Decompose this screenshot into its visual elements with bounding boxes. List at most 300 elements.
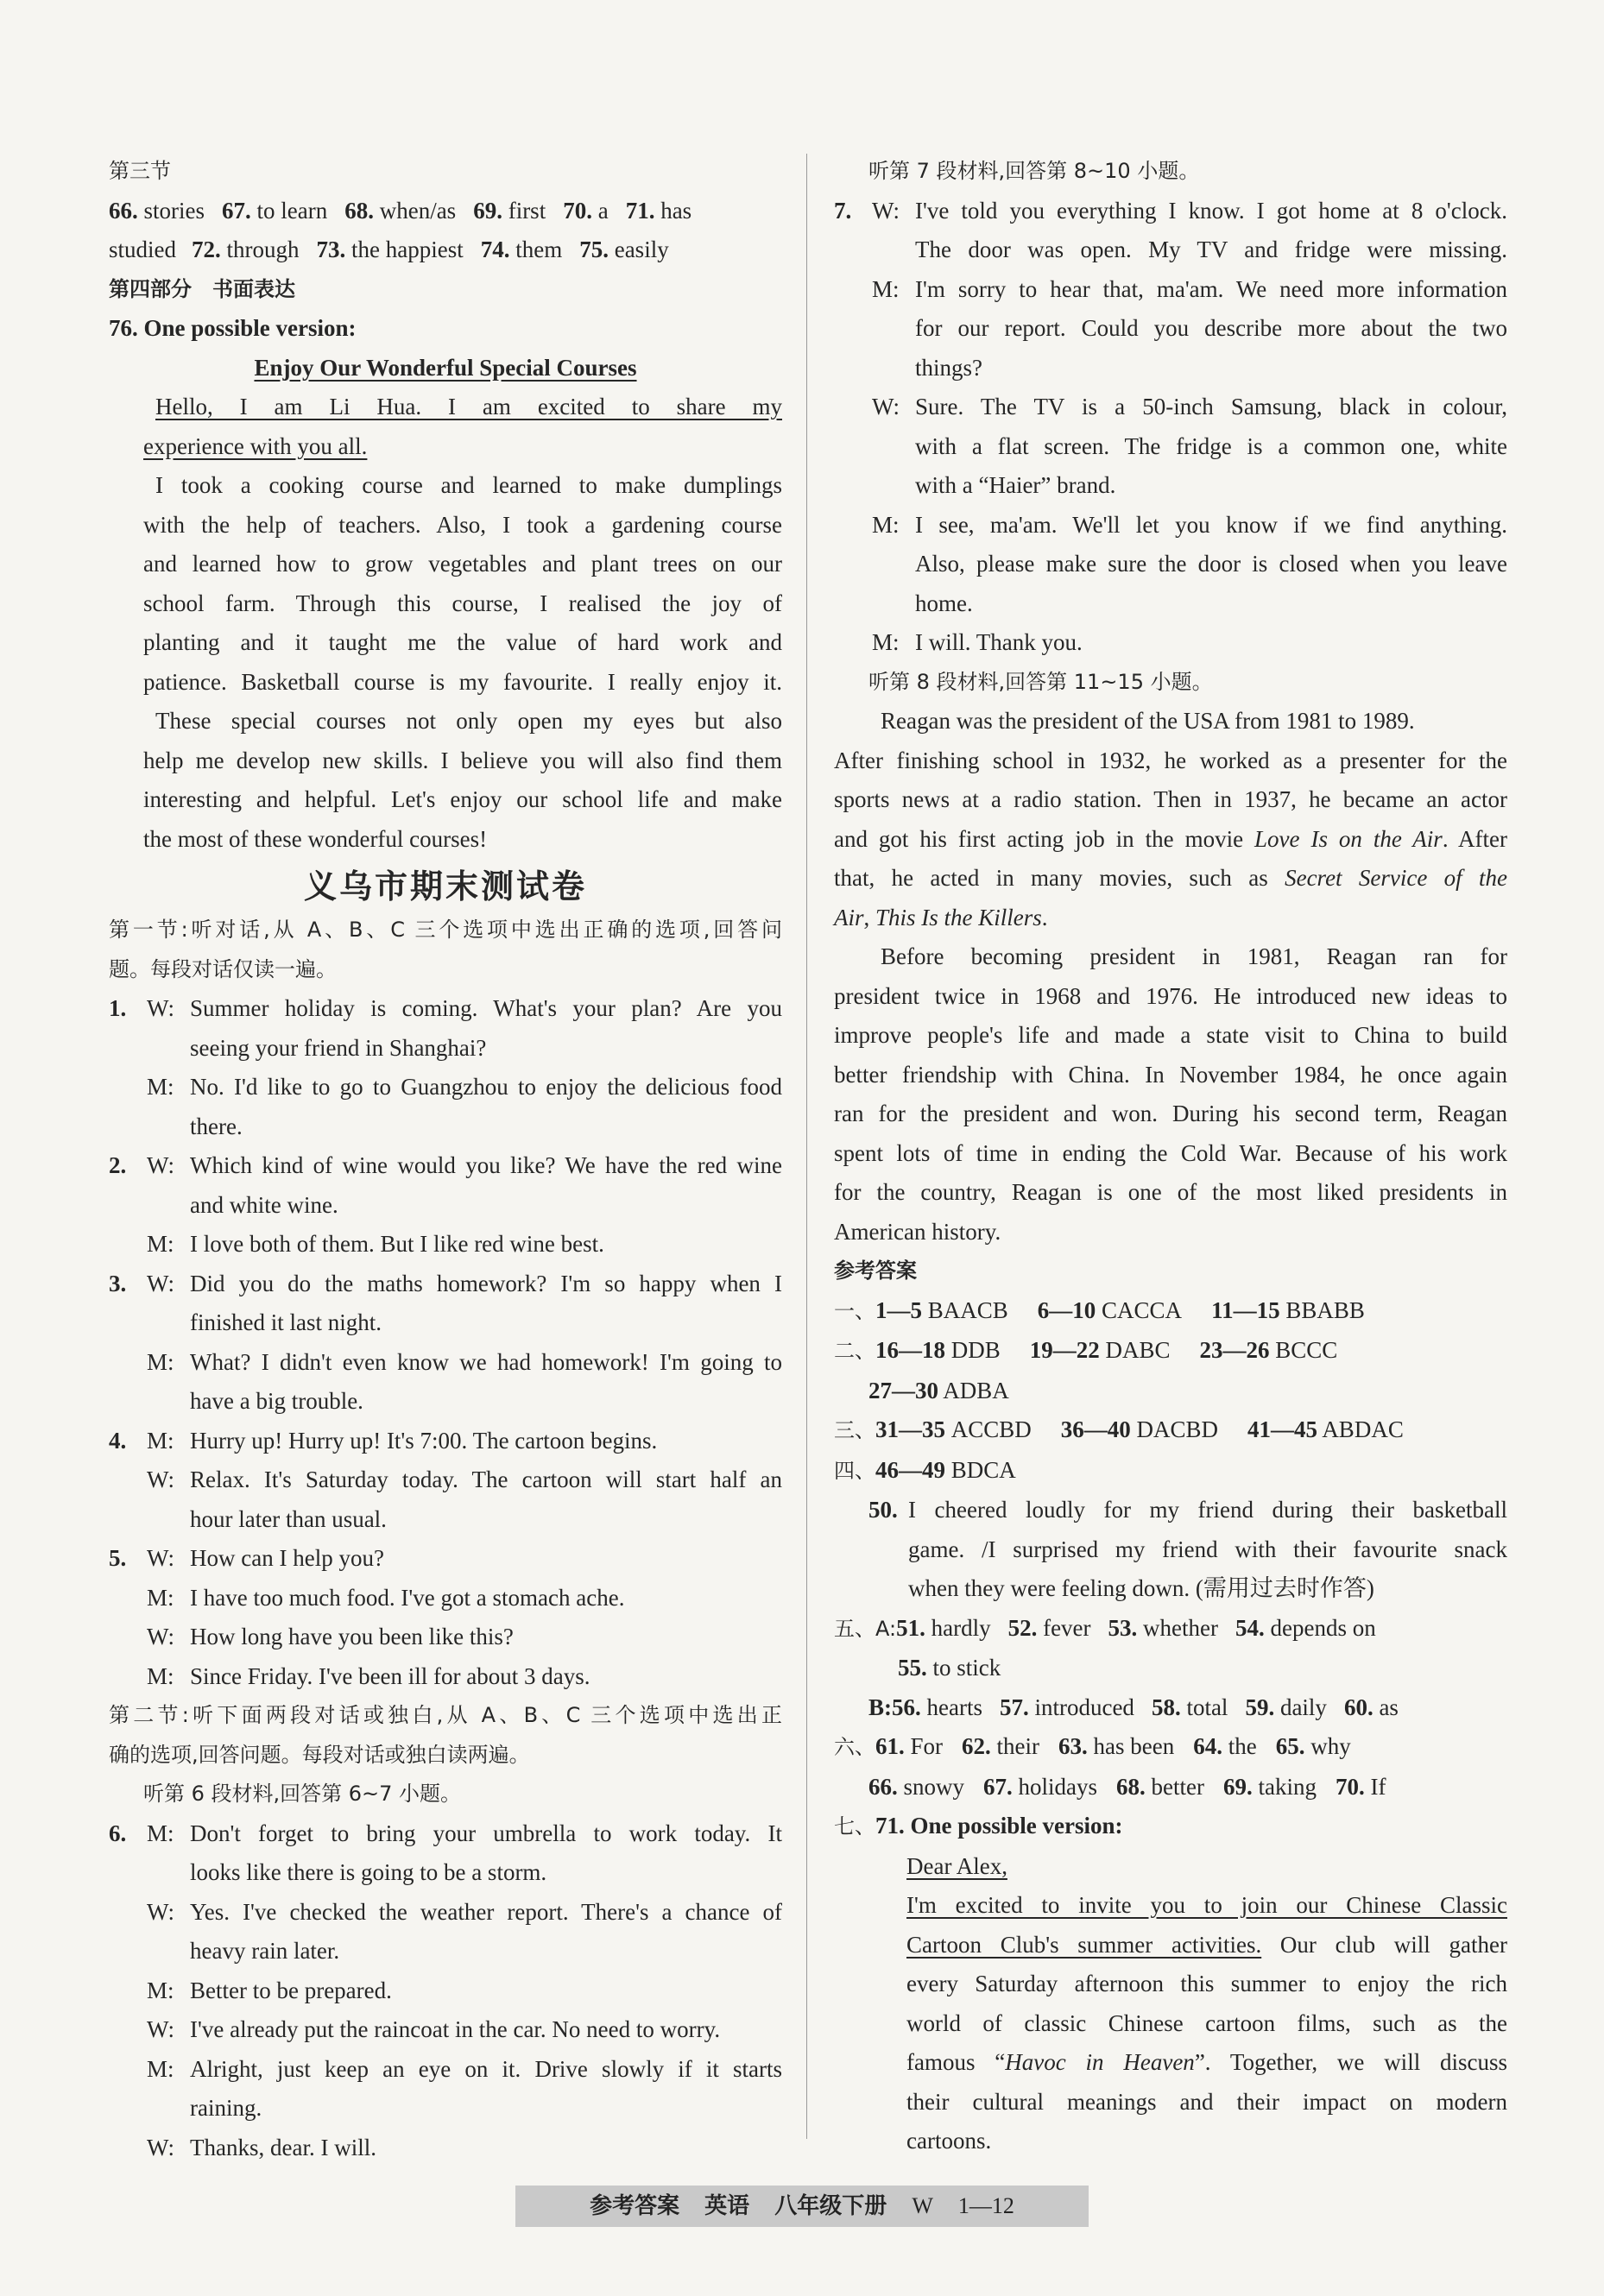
answer-section-prefix: 七、 xyxy=(834,1814,875,1839)
answer-text: hearts xyxy=(926,1694,982,1720)
question-number xyxy=(834,230,872,270)
dialogue-line xyxy=(109,2089,782,2129)
question-number xyxy=(109,1225,147,1265)
question-number xyxy=(834,309,872,349)
question-number xyxy=(109,1971,147,2011)
instruction-line: 题。每段对话仅读一遍。 xyxy=(109,956,337,981)
letter-line xyxy=(834,1926,1507,1965)
question-number xyxy=(834,545,872,584)
dialogue-text: Relax. It's Saturday today. The cartoon will start half an xyxy=(190,1467,782,1492)
dialogue-text: Don't forget to bring your umbrella to work today. It xyxy=(190,1820,782,1846)
answer-range: 19—22 xyxy=(1029,1337,1100,1363)
speaker-label: M: xyxy=(872,275,900,302)
dialogue-text: I love both of them. But I like red wine best. xyxy=(190,1231,604,1257)
dialogue-line xyxy=(834,192,1507,231)
answer-letters: BBABB xyxy=(1285,1296,1365,1323)
answer-text: easily xyxy=(614,237,669,262)
passage-line: sports news at a radio station. Then in 1937, he became an actor xyxy=(834,786,1507,812)
question-number xyxy=(109,1579,147,1618)
question-number xyxy=(109,1303,147,1343)
essay-label: 71. One possible version: xyxy=(875,1813,1123,1839)
question-number: 6. xyxy=(109,1820,127,1846)
essay-line: help me develop new skills. I believe you will also find them xyxy=(143,747,782,773)
speaker-label: M: xyxy=(872,629,900,655)
dialogue-line xyxy=(834,388,1507,427)
question-number xyxy=(109,1932,147,1971)
dialogue-text: I'm sorry to hear that, ma'am. We need more information xyxy=(915,275,1507,302)
speaker-label xyxy=(872,427,915,467)
footer-grade: 八年级下册 xyxy=(774,2193,887,2219)
answer-row xyxy=(834,1410,1507,1451)
answer-item xyxy=(222,198,327,224)
dialogue-text: things? xyxy=(915,354,982,381)
dialogue-line xyxy=(109,1893,782,1933)
answer-row xyxy=(834,1331,1507,1372)
question-number xyxy=(834,388,872,427)
speaker-label xyxy=(872,545,915,584)
answer-text: the happiest xyxy=(351,237,464,262)
letter-text: Cartoon Club's summer activities. xyxy=(906,1931,1262,1958)
dialogue-text: Did you do the maths homework? I'm so happy when I xyxy=(190,1270,782,1296)
speaker-label xyxy=(147,1500,190,1540)
material-heading: 听第 7 段材料,回答第 8~10 小题。 xyxy=(868,159,1200,183)
answer-number: 61. xyxy=(875,1733,905,1759)
dialogue-line xyxy=(109,1618,782,1657)
letter-line: their cultural meanings and their impact on modern xyxy=(906,2088,1507,2115)
answer-row xyxy=(834,1807,1507,1847)
answer-group xyxy=(1038,1297,1182,1323)
answer-row xyxy=(834,1291,1507,1332)
speaker-label xyxy=(147,2089,190,2129)
answer-range: 36—40 xyxy=(1060,1416,1131,1442)
answer-range: 16—18 xyxy=(875,1337,945,1363)
answer-text: when they were feeling down. (需用过去时作答) xyxy=(908,1575,1374,1601)
dialogue-text: finished it last night. xyxy=(190,1309,382,1335)
answer-letters: DABC xyxy=(1105,1337,1171,1363)
speaker-label xyxy=(147,1029,190,1069)
question-number xyxy=(109,1029,147,1069)
answer-item xyxy=(1223,1774,1317,1800)
dialogue-line xyxy=(109,1068,782,1107)
answer-row xyxy=(834,1649,1507,1688)
answer-number: 68. xyxy=(344,197,374,224)
dialogue-line xyxy=(109,1146,782,1186)
answer-item xyxy=(1116,1774,1204,1800)
answer-text: why xyxy=(1310,1733,1351,1759)
speaker-label: W: xyxy=(872,394,900,419)
essay-line: planting and it taught me the value of hard work and xyxy=(143,629,782,655)
dialogue-line xyxy=(109,1265,782,1304)
dialogue-line xyxy=(834,349,1507,388)
answer-item xyxy=(1193,1733,1257,1759)
answer-section-prefix: 四、 xyxy=(834,1458,875,1483)
answer-item xyxy=(1344,1694,1399,1720)
speaker-label: M: xyxy=(147,1348,174,1375)
question-number: 4. xyxy=(109,1427,127,1454)
page-footer xyxy=(515,2186,1089,2227)
answer-number: 51. xyxy=(896,1614,925,1641)
passage-line: improve people's life and made a state visit to China to build xyxy=(834,1022,1507,1048)
answer-item xyxy=(1000,1694,1134,1720)
answer-text: better xyxy=(1151,1773,1204,1800)
speaker-label xyxy=(872,309,915,349)
speaker-label xyxy=(872,584,915,624)
dialogue-line xyxy=(109,1460,782,1500)
letter-line: cartoons. xyxy=(906,2128,992,2154)
movie-title: This Is the Killers xyxy=(875,904,1042,930)
answer-text: introduced xyxy=(1034,1694,1134,1720)
answer-text: when/as xyxy=(379,197,457,224)
answer-item xyxy=(192,237,300,262)
answer-number: 54. xyxy=(1235,1614,1265,1641)
answer-range: 1—5 xyxy=(875,1296,922,1323)
speaker-label: W: xyxy=(147,995,174,1021)
passage-text: that, he acted in many movies, such as xyxy=(834,865,1285,891)
question-number xyxy=(834,349,872,388)
answer-text: the xyxy=(1228,1733,1257,1759)
answer-text: them xyxy=(515,237,563,262)
answer-letters: BAACB xyxy=(927,1296,1008,1323)
footer-edition: W xyxy=(912,2193,933,2218)
answer-number: 52. xyxy=(1007,1614,1038,1641)
speaker-label: W: xyxy=(147,2016,174,2042)
cartoon-title: Havoc in Heaven xyxy=(1005,2049,1195,2075)
dialogue-text: heavy rain later. xyxy=(190,1938,340,1964)
dialogue-text: How long have you been like this? xyxy=(190,1624,514,1649)
speaker-label xyxy=(147,1107,190,1147)
passage-line: for the country, Reagan is one of the most liked presidents in xyxy=(834,1179,1507,1205)
speaker-label: W: xyxy=(147,1270,174,1296)
dialogue-line xyxy=(109,1107,782,1147)
answer-number: 67. xyxy=(222,197,251,224)
answer-row xyxy=(834,1451,1507,1492)
answer-range: 31—35 xyxy=(875,1416,945,1442)
essay-line: These special courses not only open my eyes but also xyxy=(155,708,782,734)
answer-item xyxy=(579,237,668,262)
dialogue-line xyxy=(109,989,782,1029)
answer-letters: BDCA xyxy=(950,1456,1016,1483)
dialogue-text: How can I help you? xyxy=(190,1545,384,1571)
dialogue-text: Alright, just keep an eye on it. Drive slowly if it starts xyxy=(190,2055,782,2082)
dialogue-line xyxy=(834,309,1507,349)
dialogue-line xyxy=(834,427,1507,467)
question-number xyxy=(109,1343,147,1383)
answer-item xyxy=(473,198,546,224)
answer-number: 73. xyxy=(316,237,346,262)
answer-text: depends on xyxy=(1270,1614,1376,1641)
footer-subject: 英语 xyxy=(704,2193,750,2219)
question-number xyxy=(834,270,872,310)
essay-line: interesting and helpful. Let's enjoy our school life and make xyxy=(143,786,782,812)
passage-line: Before becoming president in 1981, Reagan ran for xyxy=(881,943,1507,969)
essay-line: I took a cooking course and learned to make dumplings xyxy=(155,472,782,498)
dialogue-text: there. xyxy=(190,1113,243,1139)
dialogue-line xyxy=(834,584,1507,624)
dialogue-line xyxy=(109,1029,782,1069)
dialogue-text: seeing your friend in Shanghai? xyxy=(190,1034,487,1061)
movie-title: Air xyxy=(834,904,864,930)
answer-letters: ACCBD xyxy=(950,1416,1032,1442)
dialogue-line xyxy=(109,2129,782,2168)
answer-item xyxy=(1235,1615,1376,1641)
material-heading: 听第 8 段材料,回答第 11~15 小题。 xyxy=(868,669,1213,694)
speaker-label xyxy=(147,1853,190,1893)
answer-item xyxy=(1336,1774,1386,1800)
question-number xyxy=(109,1107,147,1147)
essay-label: 76. One possible version: xyxy=(109,315,357,341)
question-number: 2. xyxy=(109,1152,127,1178)
question-number xyxy=(109,1657,147,1697)
speaker-label xyxy=(872,349,915,388)
passage-line xyxy=(834,859,1507,899)
dialogue-line xyxy=(834,506,1507,546)
question-number xyxy=(109,2050,147,2090)
answer-item xyxy=(962,1733,1039,1759)
answer-number: 56. xyxy=(892,1694,921,1720)
answer-group xyxy=(875,1416,1032,1442)
answer-number: 65. xyxy=(1275,1733,1305,1759)
speaker-label: M: xyxy=(147,1662,174,1689)
speaker-label: M: xyxy=(147,1820,174,1846)
answer-row xyxy=(834,1609,1507,1649)
answer-section-prefix: 六、 xyxy=(834,1735,875,1759)
letter-line: world of classic Chinese cartoon films, such as the xyxy=(906,2009,1507,2036)
dialogue-line xyxy=(834,545,1507,584)
passage-line: After finishing school in 1932, he worked as a presenter for the xyxy=(834,747,1507,773)
speaker-label: M: xyxy=(147,1427,174,1454)
answer-text: fever xyxy=(1043,1614,1091,1641)
dialogue-line xyxy=(834,270,1507,310)
footer-page-number: 1—12 xyxy=(957,2193,1014,2218)
answer-group xyxy=(1200,1337,1338,1363)
speaker-label: W: xyxy=(147,1898,174,1925)
dialogue-text: Also, please make sure the door is closed when you leave xyxy=(915,551,1507,577)
answer-text: to learn xyxy=(256,197,328,224)
passage-line: president twice in 1968 and 1976. He introduced new ideas to xyxy=(834,982,1507,1009)
right-column xyxy=(834,152,1507,2161)
answer-number: 67. xyxy=(983,1773,1013,1800)
answer-row xyxy=(834,1688,1507,1728)
dialogue-line xyxy=(109,2010,782,2050)
answer-range: 41—45 xyxy=(1247,1416,1318,1442)
dialogue-text: home. xyxy=(915,590,973,616)
answer-text: taking xyxy=(1258,1773,1317,1800)
question-number xyxy=(109,2089,147,2129)
dialogue-text: I will. Thank you. xyxy=(915,629,1083,655)
material-heading: 听第 6 段材料,回答第 6~7 小题。 xyxy=(143,1782,462,1806)
answer-letters: CACCA xyxy=(1102,1296,1183,1323)
dialogue-line xyxy=(109,1303,782,1343)
answer-text: game. /I surprised my friend with their favourite snack xyxy=(908,1536,1507,1562)
answer-letters: BCCC xyxy=(1275,1337,1338,1363)
speaker-label: M: xyxy=(147,1584,174,1611)
answer-item xyxy=(109,198,205,224)
answer-item xyxy=(1245,1694,1327,1720)
answer-item xyxy=(626,198,692,224)
dialogue-line xyxy=(109,1225,782,1265)
essay-line: patience. Basketball course is my favourite. I really enjoy it. xyxy=(143,668,782,695)
answer-number: 70. xyxy=(1335,1773,1365,1800)
question-number xyxy=(109,1382,147,1422)
answer-number: 69. xyxy=(1222,1773,1253,1800)
answer-text: total xyxy=(1186,1694,1228,1720)
answer-item xyxy=(1058,1733,1174,1759)
answer-text: If xyxy=(1370,1773,1386,1800)
dialogue-text: The door was open. My TV and fridge were missing. xyxy=(915,237,1507,262)
speaker-label: M: xyxy=(147,1977,174,2003)
answer-text: through xyxy=(226,237,300,262)
speaker-label: M: xyxy=(872,511,900,538)
answer-item xyxy=(344,198,456,224)
answer-group xyxy=(1247,1416,1404,1442)
dialogue-text: with a “Haier” brand. xyxy=(915,472,1116,498)
instruction-line: 第一节:听对话,从 A、B、C 三个选项中选出正确的选项,回答问 xyxy=(109,918,782,942)
answer-text: I cheered loudly for my friend during their basketball xyxy=(908,1497,1507,1523)
answer-50-line xyxy=(834,1569,1507,1609)
answer-group xyxy=(875,1297,1008,1323)
answer-letters: ABDAC xyxy=(1322,1416,1404,1442)
answer-number: 59. xyxy=(1245,1694,1275,1720)
answer-item xyxy=(1008,1615,1091,1641)
question-number: 1. xyxy=(109,995,127,1021)
answer-text: stories xyxy=(143,197,205,224)
dialogue-line xyxy=(109,2050,782,2090)
question-number xyxy=(834,466,872,506)
dialogue-text: Yes. I've checked the weather report. There's a chance of xyxy=(190,1898,782,1925)
speaker-label xyxy=(872,230,915,270)
question-number: 7. xyxy=(834,197,852,224)
instruction-line: 确的选项,回答问题。每段对话或独白读两遍。 xyxy=(109,1742,530,1767)
letter-text: ”. Together, we will discuss xyxy=(1194,2049,1507,2075)
dialogue-text: Sure. The TV is a 50-inch Samsung, black in colour, xyxy=(915,394,1507,419)
passage-text: , xyxy=(863,904,876,930)
answer-item xyxy=(892,1694,982,1720)
question-number: 5. xyxy=(109,1545,127,1571)
answer-letters: ADBA xyxy=(943,1377,1009,1403)
question-number: 3. xyxy=(109,1270,127,1296)
speaker-label: M: xyxy=(147,2055,174,2082)
passage-line: ran for the president and won. During his second term, Reagan xyxy=(834,1101,1507,1126)
speaker-label xyxy=(147,1382,190,1422)
dialogue-line xyxy=(109,1382,782,1422)
passage-line xyxy=(834,820,1507,860)
answer-number: 70. xyxy=(563,197,592,224)
answer-row xyxy=(109,192,782,231)
answer-item xyxy=(875,1733,943,1759)
dialogue-text: Which kind of wine would you like? We have the red wine xyxy=(190,1152,782,1178)
speaker-label: W: xyxy=(147,1545,174,1571)
exam-title: 义乌市期末测试卷 xyxy=(303,867,587,905)
speaker-label xyxy=(147,1932,190,1971)
answer-number: 74. xyxy=(480,237,510,262)
answer-number: 62. xyxy=(962,1733,991,1759)
footer-label: 参考答案 xyxy=(590,2193,680,2219)
speaker-label: W: xyxy=(872,197,900,224)
movie-title: Love Is on the Air xyxy=(1254,825,1443,852)
instruction-line: 第二节:听下面两段对话或独白,从 A、B、C 三个选项中选出正 xyxy=(109,1703,782,1727)
dialogue-line xyxy=(834,230,1507,270)
answer-50-line xyxy=(834,1491,1507,1530)
answer-row xyxy=(834,1372,1507,1411)
question-number: 50. xyxy=(868,1497,898,1523)
dialogue-text: raining. xyxy=(190,2095,262,2121)
speaker-label xyxy=(147,1186,190,1226)
answer-text: hardly xyxy=(931,1614,991,1641)
answer-range: 46—49 xyxy=(875,1456,945,1483)
left-column xyxy=(109,152,782,2167)
answer-group xyxy=(875,1337,1001,1363)
question-number xyxy=(834,584,872,624)
answer-text: their xyxy=(996,1733,1039,1759)
answer-group xyxy=(1030,1337,1171,1363)
question-number xyxy=(109,2129,147,2168)
column-divider xyxy=(806,154,807,2139)
dialogue-text: and white wine. xyxy=(190,1191,338,1218)
question-number xyxy=(109,1186,147,1226)
dialogue-text: Thanks, dear. I will. xyxy=(190,2134,376,2160)
dialogue-line xyxy=(109,1422,782,1461)
answer-number: 72. xyxy=(192,237,221,262)
passage-line xyxy=(834,899,1507,938)
dialogue-line xyxy=(109,1343,782,1383)
answer-range: 11—15 xyxy=(1211,1296,1280,1323)
passage-line: American history. xyxy=(834,1218,1001,1245)
essay-line: Hello, I am Li Hua. I am excited to share my xyxy=(155,394,782,419)
question-number xyxy=(109,1500,147,1540)
answer-number: 66. xyxy=(868,1773,898,1800)
answer-item xyxy=(896,1615,990,1641)
dialogue-text: Better to be prepared. xyxy=(190,1977,392,2003)
answer-number: 68. xyxy=(1116,1773,1146,1800)
dialogue-text: Summer holiday is coming. What's your plan? Are you xyxy=(190,995,782,1021)
question-number xyxy=(109,1068,147,1107)
speaker-label xyxy=(147,1303,190,1343)
question-number xyxy=(834,623,872,663)
dialogue-line xyxy=(109,1814,782,1854)
letter-line xyxy=(834,2043,1507,2083)
answer-number: 53. xyxy=(1108,1614,1138,1641)
dialogue-text: looks like there is going to be a storm. xyxy=(190,1859,547,1885)
answer-text: studied xyxy=(109,237,176,262)
letter-text: famous “ xyxy=(906,2049,1006,2075)
answer-section-prefix: B: xyxy=(868,1694,892,1720)
dialogue-text: Hurry up! Hurry up! It's 7:00. The cartoon begins. xyxy=(190,1427,658,1454)
answer-range: 6—10 xyxy=(1037,1296,1096,1323)
answer-group-wrap xyxy=(192,237,669,262)
dialogue-text: with a flat screen. The fridge is a common one, white xyxy=(915,432,1507,459)
speaker-label: W: xyxy=(147,2134,174,2160)
answer-group xyxy=(875,1457,1016,1483)
essay-line: experience with you all. xyxy=(143,432,368,459)
dialogue-line xyxy=(109,1500,782,1540)
letter-line: I'm excited to invite you to join our Chinese Classic xyxy=(906,1892,1507,1918)
answer-item xyxy=(1152,1694,1228,1720)
answer-item xyxy=(868,1774,964,1800)
part-heading: 第四部分 书面表达 xyxy=(109,276,295,301)
dialogue-text: I have too much food. I've got a stomach ache. xyxy=(190,1584,625,1611)
answer-number: 75. xyxy=(579,237,609,262)
dialogue-line xyxy=(109,1971,782,2011)
passage-text: . After xyxy=(1442,825,1507,852)
answer-group xyxy=(1061,1416,1218,1442)
answer-group xyxy=(1211,1297,1365,1323)
essay-line: school farm. Through this course, I realised the joy of xyxy=(143,590,782,616)
answer-text: whether xyxy=(1143,1614,1218,1641)
speaker-label: W: xyxy=(147,1152,174,1178)
answer-group xyxy=(868,1378,1009,1403)
speaker-label: W: xyxy=(147,1624,174,1649)
answer-text: a xyxy=(597,197,609,224)
